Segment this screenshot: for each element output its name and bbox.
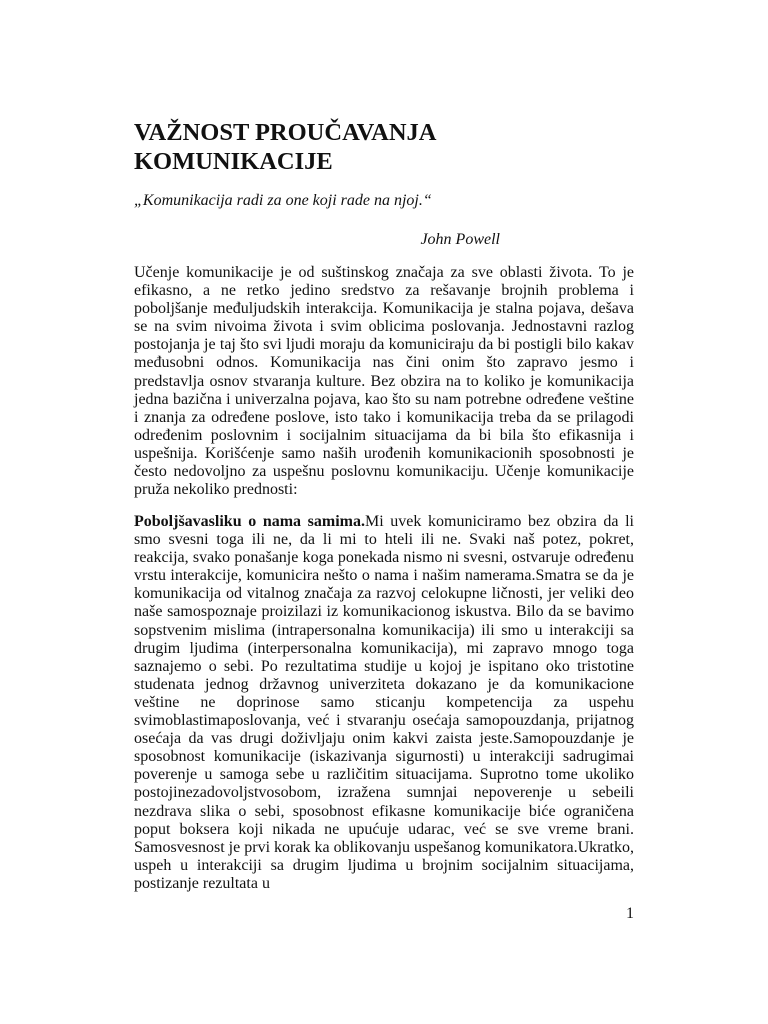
title-line-2: KOMUNIKACIJE bbox=[134, 148, 333, 175]
paragraph-lead-heading: Poboljšavasliku o nama samima. bbox=[134, 513, 366, 530]
paragraph-self-image-text: Mi uvek komuniciramo bez obzira da li smo svesni toga ili ne, da li mi to hteli ili ne. Svaki naš potez, pokret, reakcija, svako ponašanje koga ponekada nismo ni svesni, ostvaruje određenu vrstu interakcije, komunicira nešto o nama i našim namerama.Smatra se da je komunikacija od vitalnog značaja za razvoj celokupne ličnosti, jer veliki deo naše samospoznaje proizilazi iz komunikacionog iskustva. Bilo da se bavimo sopstvenim mislima (intrapersonalna komunikacija) ili smo u interakciji sa drugim ljudima (interpersonalna komunikacija), mi zapravo mnogo toga saznajemo o sebi. Po rezultatima studije u kojoj je ispitano oko tristotine studenata jednog državnog univerziteta dokazano je da komunikacione veštine ne doprinose samo sticanju kompetencija za uspehu svimoblastimaposlovanja, već i stvaranju osećaja samopouzdanja, prijatnog osećaja da vas drugi doživljaju onim kakvi zaista jeste.Samopouzdanje je sposobnost komunikacije (iskazivanja sigurnosti) u interakciji sadrugimai poverenje u samoga sebe u različitim situacijama. Suprotno tome ukoliko postojinezadovoljstvosobom, izražena sumnjai nepoverenje u sebeili nezdrava slika o sebi, sposobnost efikasne komunikacije biće ograničena poput boksera koji nikada ne upućuje udarac, već se sve vreme brani. Samosvesnost je prvi korak ka oblikovanju uspešanog komunikatora.Ukratko, uspeh u interakciji sa drugim ljudima u brojnim socijalnim situacijama, postizanje rezultata u bbox=[134, 513, 635, 892]
page-title bbox=[134, 118, 654, 176]
title-line-1: VAŽNOST PROUČAVANJA bbox=[134, 119, 437, 146]
epigraph-quote: „Komunikacija radi za one koji rade na njoj.“ bbox=[134, 192, 432, 209]
epigraph-author: John Powell bbox=[420, 231, 500, 248]
page-number: 1 bbox=[626, 905, 634, 922]
paragraph-self-image bbox=[134, 513, 634, 893]
paragraph-intro: Učenje komunikacije je od suštinskog značaja za sve oblasti života. To je efikasno, a ne retko jedino sredstvo za rešavanje brojnih problema i poboljšanje međuljudskih interakcija. Komunikacija je stalna pojava, dešava se na svim nivoima života i svim oblicima poslovanja. Jednostavni razlog postojanja je taj što svi ljudi moraju da komuniciraju da bi postigli bilo kakav međusobni odnos. Komunikacija nas čini onim što zapravo jesmo i predstavlja osnov stvaranja kulture. Bez obzira na to koliko je komunikacija jedna bazična i univerzalna pojava, kao što su nam potrebne određene veštine i znanja za određene poslove, isto tako i komunikacija treba da se prilagodi određenim poslovnim i socijalnim situacijama da bi bila što efikasnija i uspešnija. Korišćenje samo naših urođenih komunikacionih sposobnosti je često nedovoljno za uspešnu poslovnu komunikaciju. Učenje komunikacije pruža nekoliko prednosti: bbox=[134, 264, 634, 499]
